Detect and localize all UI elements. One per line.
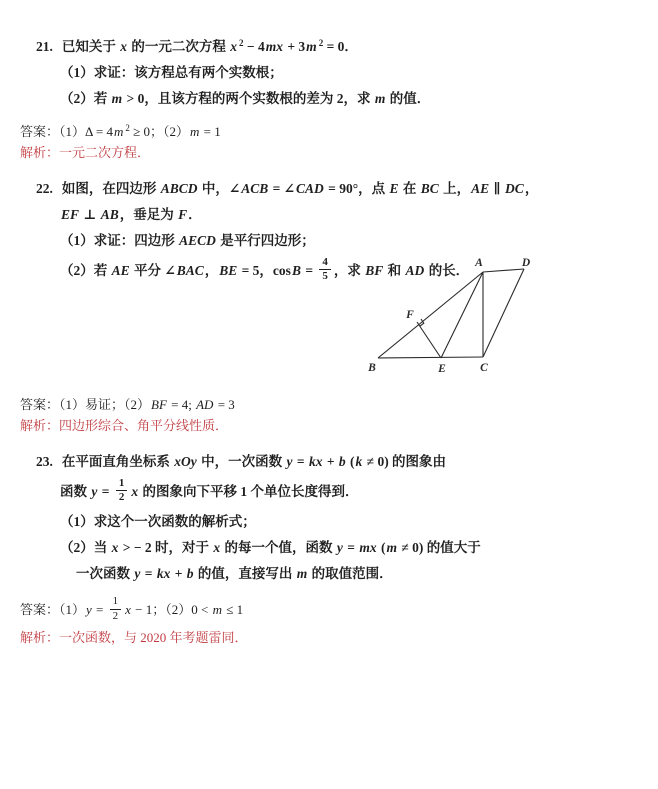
segment-AD bbox=[483, 269, 524, 272]
math-variable: ACB bbox=[241, 181, 269, 196]
q23-part-1 bbox=[0, 509, 658, 535]
text-segment: ∥ bbox=[490, 181, 505, 196]
q23-part-2 bbox=[0, 535, 658, 561]
math-variable: AD bbox=[196, 397, 214, 412]
fraction-denominator: 2 bbox=[112, 609, 119, 622]
text-segment: 解析：一元二次方程． bbox=[20, 145, 151, 160]
text-segment: ，求 bbox=[333, 263, 365, 278]
math-variable: F bbox=[178, 207, 188, 222]
q21-line-1 bbox=[0, 30, 658, 60]
math-variable: AECD bbox=[179, 233, 216, 248]
math-variable: y bbox=[86, 602, 92, 617]
text-segment: + bbox=[171, 566, 186, 581]
math-variable: m bbox=[190, 124, 200, 139]
math-variable: AE bbox=[111, 263, 130, 278]
text-segment: = 3 bbox=[214, 397, 235, 412]
text-segment: + 3 bbox=[283, 39, 306, 54]
text-segment: ( bbox=[346, 454, 355, 469]
fraction-numerator: 1 bbox=[110, 596, 122, 610]
text-segment: 的每一个值，函数 bbox=[221, 540, 336, 555]
math-variable: m bbox=[374, 91, 386, 106]
text-segment: 的图象向下平移 1 个单位长度得到． bbox=[139, 484, 359, 499]
text-segment: = bbox=[343, 540, 359, 555]
fraction bbox=[116, 478, 128, 504]
text-segment: 中，一次函数 bbox=[197, 454, 286, 469]
math-variable: BC bbox=[420, 181, 439, 196]
figure-lines bbox=[378, 269, 524, 358]
math-variable: m bbox=[386, 540, 397, 555]
math-variable: x bbox=[131, 484, 139, 499]
q22-part-1 bbox=[0, 228, 658, 254]
text-segment: = bbox=[98, 484, 113, 499]
math-variable: x bbox=[213, 540, 221, 555]
text-segment: 答案：（1）易证；（2） bbox=[20, 397, 151, 412]
superscript: 2 bbox=[318, 38, 324, 48]
text-segment: = bbox=[92, 602, 107, 617]
vertex-label-C: C bbox=[480, 362, 488, 374]
figure-spacer bbox=[0, 294, 658, 394]
text-segment: 解析：一次函数，与 2020 年考题雷同． bbox=[20, 630, 248, 645]
superscript: 2 bbox=[125, 123, 130, 133]
text-segment: ( bbox=[377, 540, 386, 555]
segment-BC bbox=[378, 357, 483, 358]
q22-line-2 bbox=[0, 202, 658, 228]
math-variable: x bbox=[111, 540, 119, 555]
math-variable: xOy bbox=[174, 454, 197, 469]
q21-analysis bbox=[0, 142, 658, 163]
text-segment: 是平行四边形； bbox=[216, 233, 315, 248]
question-number: 21. bbox=[36, 39, 53, 54]
text-segment: = 4; bbox=[167, 397, 196, 412]
math-variable: EF bbox=[61, 207, 80, 222]
vertex-label-A: A bbox=[475, 257, 483, 269]
text-segment: 一次函数 bbox=[76, 566, 134, 581]
question-22 bbox=[0, 176, 658, 288]
math-variable: BE bbox=[219, 263, 238, 278]
question-23-answers bbox=[0, 593, 658, 648]
text-segment: 答案：（1）Δ = 4 bbox=[20, 124, 113, 139]
q21-part-2 bbox=[0, 86, 658, 112]
math-variable: E bbox=[389, 181, 399, 196]
math-variable: kx bbox=[156, 566, 171, 581]
math-variable: BF bbox=[151, 397, 167, 412]
text-segment: ． bbox=[188, 207, 202, 222]
q23-part-2b bbox=[0, 561, 658, 587]
question-22-answers bbox=[0, 394, 658, 436]
q22-line-1 bbox=[0, 176, 658, 202]
fraction-denominator: 5 bbox=[322, 270, 328, 283]
fraction-denominator: 2 bbox=[118, 491, 125, 504]
text-segment: （1）求证：四边形 bbox=[60, 233, 179, 248]
text-segment: （1）求这个一次函数的解析式； bbox=[60, 514, 256, 529]
text-segment: ≠ 0) 的图象由 bbox=[363, 454, 447, 469]
text-segment: （2）若 bbox=[60, 263, 111, 278]
math-variable: k bbox=[355, 454, 363, 469]
text-segment: ， bbox=[524, 181, 539, 196]
vertex-label-D: D bbox=[521, 257, 531, 269]
text-segment: 和 bbox=[384, 263, 405, 278]
text-segment: = 0． bbox=[323, 39, 358, 54]
math-variable: AB bbox=[100, 207, 119, 222]
text-segment: 中，∠ bbox=[198, 181, 241, 196]
math-variable: y bbox=[286, 454, 293, 469]
text-segment: 函数 bbox=[60, 484, 91, 499]
math-variable: y bbox=[91, 484, 98, 499]
math-variable: x bbox=[120, 39, 127, 54]
text-segment: = ∠ bbox=[269, 181, 295, 196]
math-variable: AD bbox=[405, 263, 425, 278]
math-variable: m bbox=[113, 124, 124, 139]
text-segment: （1）求证：该方程总有两个实数根； bbox=[60, 65, 283, 80]
question-21 bbox=[0, 30, 658, 112]
q22-answer bbox=[0, 394, 658, 415]
text-segment: = bbox=[293, 454, 308, 469]
geometry-figure bbox=[360, 252, 545, 377]
text-segment: 答案：（1） bbox=[20, 602, 86, 617]
q23-line-1 bbox=[0, 449, 658, 475]
q22-analysis bbox=[0, 415, 658, 436]
math-variable: m bbox=[306, 39, 317, 54]
text-segment: > − 2 时，对于 bbox=[119, 540, 213, 555]
text-segment: > 0，且该方程的两个实数根的差为 2，求 bbox=[123, 91, 374, 106]
text-segment: ≠ 0) 的值大于 bbox=[398, 540, 481, 555]
math-variable: AE bbox=[471, 181, 490, 196]
vertex-label-E: E bbox=[438, 363, 446, 375]
math-variable: ABCD bbox=[160, 181, 198, 196]
text-segment: = 90°，点 bbox=[324, 181, 389, 196]
q21-part-1 bbox=[0, 60, 658, 86]
segment-FE bbox=[417, 322, 441, 358]
math-variable: BAC bbox=[176, 263, 204, 278]
math-variable: b bbox=[186, 566, 194, 581]
math-variable: kx bbox=[308, 454, 323, 469]
math-variable: x bbox=[125, 602, 131, 617]
q22-part-2 bbox=[0, 254, 658, 288]
q21-answer bbox=[0, 118, 658, 142]
text-segment: 解析：四边形综合、角平分线性质． bbox=[20, 418, 229, 433]
math-variable: DC bbox=[505, 181, 524, 196]
text-segment: ， bbox=[204, 263, 219, 278]
math-variable: CAD bbox=[295, 181, 324, 196]
vertex-label-B: B bbox=[368, 362, 376, 374]
text-segment: 已知关于 bbox=[61, 39, 120, 54]
text-segment: ，垂足为 bbox=[119, 207, 178, 222]
fraction bbox=[319, 257, 331, 283]
math-variable: b bbox=[338, 454, 346, 469]
text-segment: ≥ 0；（2） bbox=[129, 124, 190, 139]
q23-answer bbox=[0, 593, 658, 627]
text-segment: 的取值范围． bbox=[308, 566, 393, 581]
q23-analysis bbox=[0, 627, 658, 648]
math-variable: y bbox=[336, 540, 343, 555]
text-segment: = 5，cos bbox=[238, 263, 291, 278]
text-segment: （2）当 bbox=[60, 540, 111, 555]
math-variable: m bbox=[111, 91, 123, 106]
math-variable: mx bbox=[359, 540, 377, 555]
superscript: 2 bbox=[239, 38, 244, 48]
question-number: 23. bbox=[36, 454, 53, 469]
text-segment: ≤ 1 bbox=[222, 602, 244, 617]
fraction bbox=[110, 596, 122, 622]
text-segment: 的值． bbox=[386, 91, 431, 106]
segment-DC bbox=[483, 269, 524, 357]
text-segment: + bbox=[323, 454, 338, 469]
text-segment: 的一元二次方程 bbox=[128, 39, 230, 54]
text-segment: 如图，在四边形 bbox=[61, 181, 160, 196]
text-segment: = 1 bbox=[200, 124, 221, 139]
q23-line-2 bbox=[0, 475, 658, 509]
text-segment: = bbox=[301, 263, 317, 278]
math-variable: x bbox=[230, 39, 237, 54]
text-segment: （2）若 bbox=[60, 91, 111, 106]
math-variable: m bbox=[296, 566, 308, 581]
text-segment: − 4 bbox=[243, 39, 265, 54]
text-segment: = bbox=[141, 566, 156, 581]
text-segment: − 1；（2）0 < bbox=[131, 602, 212, 617]
text-segment: 平分 ∠ bbox=[130, 263, 176, 278]
vertex-label-F: F bbox=[406, 309, 414, 321]
math-variable: y bbox=[134, 566, 141, 581]
text-segment: 上， bbox=[439, 181, 471, 196]
question-21-answers bbox=[0, 118, 658, 163]
segment-BA bbox=[378, 272, 483, 358]
text-segment: ⊥ bbox=[80, 207, 100, 222]
question-number: 22. bbox=[36, 181, 53, 196]
text-segment: 的长． bbox=[425, 263, 470, 278]
text-segment: 在平面直角坐标系 bbox=[61, 454, 174, 469]
fraction-numerator: 1 bbox=[116, 478, 128, 492]
text-segment: 的值，直接写出 bbox=[194, 566, 296, 581]
geometry-figure-svg bbox=[360, 252, 545, 377]
math-variable: mx bbox=[265, 39, 283, 54]
question-23 bbox=[0, 449, 658, 587]
segment-AE bbox=[441, 272, 483, 358]
math-variable: m bbox=[212, 602, 222, 617]
text-segment: 在 bbox=[399, 181, 420, 196]
math-variable: BF bbox=[365, 263, 384, 278]
fraction-numerator: 4 bbox=[319, 257, 331, 271]
math-variable: B bbox=[291, 263, 301, 278]
